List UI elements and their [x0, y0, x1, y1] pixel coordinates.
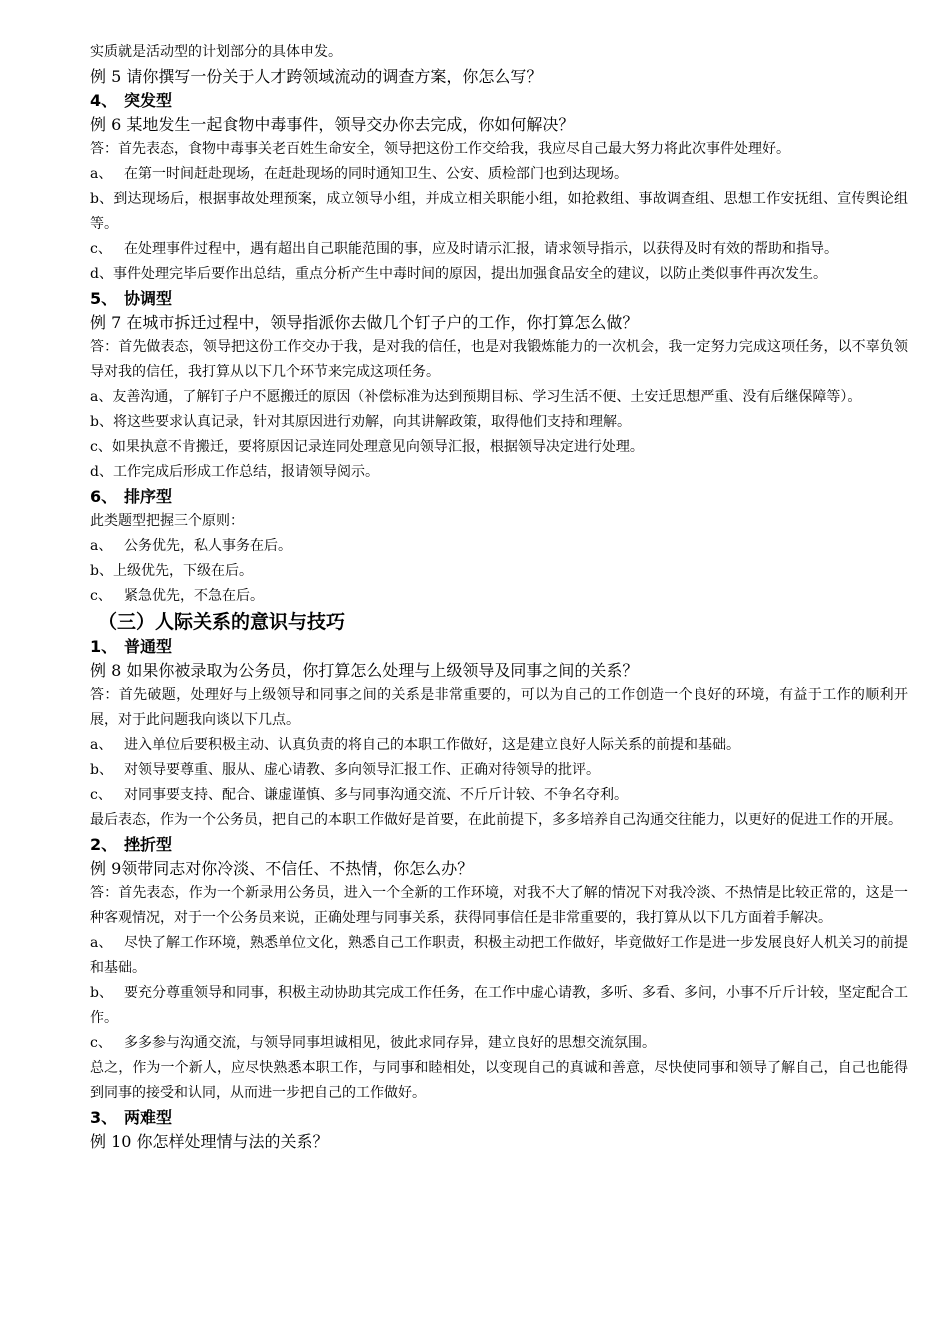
example-question: 例 9领带同志对你冷淡、不信任、不热情，你怎么办？ — [90, 859, 474, 878]
list-item-text: 紧急优先，不急在后。 — [124, 588, 264, 604]
example-question: 例 8 如果你被录取为公务员，你打算怎么处理与上级领导及同事之间的关系？ — [90, 661, 639, 680]
list-marker: c、 — [90, 241, 112, 257]
example-question: 例 6 某地发生一起食物中毒事件，领导交办你去完成，你如何解决？ — [90, 115, 575, 134]
list-marker: b、 — [90, 985, 113, 1001]
section-number: 1、 — [90, 637, 118, 656]
list-item — [90, 783, 908, 808]
paragraph: 答：首先破题，处理好与上级领导和同事之间的关系是非常重要的，可以为自己的工作创造一个良好的环境，有益于工作的顺利开展，对于此问题我向谈以下几点。 — [90, 687, 908, 728]
section-number: 5、 — [90, 289, 118, 308]
list-item-text: 对同事要支持、配合、谦虚谨慎、多与同事沟通交流、不斤斤计较、不争名夺利。 — [124, 787, 628, 803]
paragraph: c、如果执意不肯搬迁，要将原因记录连同处理意见向领导汇报，根据领导决定进行处理。 — [90, 439, 644, 455]
section-heading — [90, 1106, 908, 1130]
paragraph: 答：首先表态，作为一个新录用公务员，进入一个全新的工作环境，对我不大了解的情况下对我冷淡、不热情是比较正常的，这是一种客观情况，对于一个公务员来说，正确处理与同事关系，获得同事信任是非常重要的，我打算从以下几方面着手解决。 — [90, 885, 908, 926]
section-title: 突发型 — [124, 91, 173, 110]
section-title: 普通型 — [124, 637, 173, 656]
section-heading — [90, 485, 908, 509]
list-item — [90, 1031, 908, 1056]
paragraph: d、事件处理完毕后要作出总结，重点分析产生中毒时间的原因，提出加强食品安全的建议，以防止类似事件再次发生。 — [90, 266, 827, 282]
paragraph: d、工作完成后形成工作总结，报请领导阅示。 — [90, 464, 379, 480]
paragraph: b、将这些要求认真记录，针对其原因进行劝解，向其讲解政策，取得他们支持和理解。 — [90, 414, 631, 430]
list-item-text: 多多参与沟通交流，与领导同事坦诚相见，彼此求同存异，建立良好的思想交流氛围。 — [124, 1035, 656, 1051]
paragraph: 最后表态，作为一个公务员，把自己的本职工作做好是首要，在此前提下，多多培养自己沟通交往能力，以更好的促进工作的开展。 — [90, 812, 902, 828]
section-title: 排序型 — [124, 487, 173, 506]
list-marker: b、 — [90, 762, 113, 778]
list-marker: a、 — [90, 166, 113, 182]
list-item — [90, 981, 908, 1031]
section-number: 4、 — [90, 91, 118, 110]
list-item — [90, 931, 908, 981]
list-item — [90, 758, 908, 783]
list-marker: a、 — [90, 538, 113, 554]
list-item-text: 在处理事件过程中，遇有超出自己职能范围的事，应及时请示汇报，请求领导指示，以获得及时有效的帮助和指导。 — [124, 241, 838, 257]
list-item — [90, 162, 908, 187]
list-marker: c、 — [90, 787, 112, 803]
section-number: 6、 — [90, 487, 118, 506]
chapter-heading: （三）人际关系的意识与技巧 — [98, 611, 346, 633]
section-number: 3、 — [90, 1108, 118, 1127]
paragraph: 实质就是活动型的计划部分的具体申发。 — [90, 44, 342, 60]
list-item — [90, 534, 908, 559]
section-title: 挫折型 — [124, 835, 173, 854]
list-item-text: 在第一时间赶赴现场，在赶赴现场的同时通知卫生、公安、质检部门也到达现场。 — [124, 166, 628, 182]
list-item — [90, 584, 908, 609]
paragraph: b、上级优先，下级在后。 — [90, 563, 253, 579]
section-title: 两难型 — [124, 1108, 173, 1127]
paragraph: 答：首先表态，食物中毒事关老百姓生命安全，领导把这份工作交给我，我应尽自己最大努力将此次事件处理好。 — [90, 141, 790, 157]
section-number: 2、 — [90, 835, 118, 854]
paragraph: 答：首先做表态，领导把这份工作交办于我，是对我的信任，也是对我锻炼能力的一次机会，我一定努力完成这项任务，以不辜负领导对我的信任，我打算从以下几个环节来完成这项任务。 — [90, 339, 908, 380]
section-heading — [90, 89, 908, 113]
paragraph: b、到达现场后，根据事故处理预案，成立领导小组，并成立相关职能小组，如抢救组、事故调查组、思想工作安抚组、宣传舆论组等。 — [90, 191, 908, 232]
example-question: 例 7 在城市拆迁过程中，领导指派你去做几个钉子户的工作，你打算怎么做？ — [90, 313, 639, 332]
example-question: 例 10 你怎样处理情与法的关系？ — [90, 1132, 329, 1151]
list-item-text: 要充分尊重领导和同事，积极主动协助其完成工作任务，在工作中虚心请教，多听、多看、多问，小事不斤斤计较，坚定配合工作。 — [90, 985, 908, 1026]
section-heading — [90, 635, 908, 659]
paragraph: 此类题型把握三个原则： — [90, 513, 244, 529]
document-body — [90, 40, 908, 1154]
list-marker: a、 — [90, 737, 113, 753]
list-item-text: 对领导要尊重、服从、虚心请教、多向领导汇报工作、正确对待领导的批评。 — [124, 762, 600, 778]
list-item-text: 进入单位后要积极主动、认真负责的将自己的本职工作做好，这是建立良好人际关系的前提和基础。 — [124, 737, 740, 753]
list-item-text: 尽快了解工作环境，熟悉单位文化，熟悉自己工作职责，积极主动把工作做好，毕竟做好工作是进一步发展良好人机关习的前提和基础。 — [90, 935, 908, 976]
section-title: 协调型 — [124, 289, 173, 308]
list-marker: c、 — [90, 588, 112, 604]
list-marker: c、 — [90, 1035, 112, 1051]
paragraph: 总之，作为一个新人，应尽快熟悉本职工作，与同事和睦相处，以变现自己的真诚和善意，尽快使同事和领导了解自己，自己也能得到同事的接受和认同，从而进一步把自己的工作做好。 — [90, 1060, 908, 1101]
example-question: 例 5 请你撰写一份关于人才跨领域流动的调查方案，你怎么写？ — [90, 67, 543, 86]
list-item-text: 公务优先，私人事务在后。 — [124, 538, 292, 554]
list-item — [90, 237, 908, 262]
list-item — [90, 733, 908, 758]
list-marker: a、 — [90, 935, 113, 951]
section-heading — [90, 833, 908, 857]
section-heading — [90, 287, 908, 311]
paragraph: a、友善沟通，了解钉子户不愿搬迁的原因（补偿标准为达到预期目标、学习生活不便、土安迁思想严重、没有后继保障等）。 — [90, 389, 862, 405]
